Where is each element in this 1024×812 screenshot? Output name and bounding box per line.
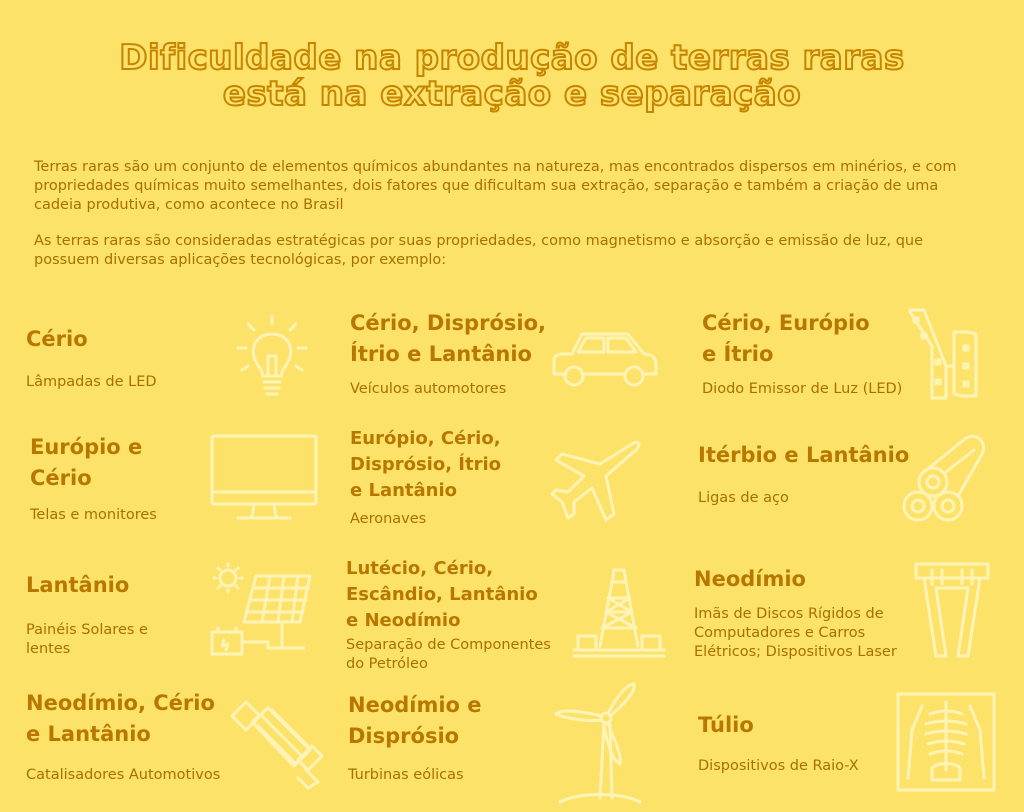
magnet-icon: [910, 560, 994, 660]
application: Separação de Componentes do Petróleo: [346, 637, 551, 672]
intro-paragraph-1: Terras raras são um conjunto de elementos químicos abundantes na natureza, mas encontrados dispersos em minérios, e com propriedades químicas muito semelhantes, dois fatores que dificultam sua extração, separação e também a criação de uma cadeia produtiva, como acontece no Brasil: [34, 159, 957, 213]
element-name: Túlio: [698, 713, 754, 737]
element-name: Lutécio, Cério, Escândio, Lantânio e Neodímio: [346, 558, 538, 631]
item-steel-alloys: [698, 440, 918, 508]
xray-icon: [894, 690, 998, 794]
item-catalysts: [26, 688, 236, 785]
title-line-1: Dificuldade na produção de terras raras: [119, 38, 905, 78]
car-icon: [548, 324, 662, 394]
application: Imãs de Discos Rígidos de Computadores e Carros Elétricos; Dispositivos Laser: [694, 606, 897, 660]
catalytic-converter-icon: [228, 694, 326, 790]
item-magnets: [694, 564, 924, 662]
title-line-2: está na extração e separação: [222, 74, 802, 114]
element-name: Európio e Cério: [30, 435, 143, 490]
intro-paragraph-2: As terras raras são consideradas estratégicas por suas propriedades, como magnetismo e absorção e emissão de luz, que possuem diversas aplicações tecnológicas, por exemplo:: [34, 233, 924, 268]
element-name: Cério, Európio e Ítrio: [702, 311, 870, 366]
page-title: [0, 40, 1024, 112]
solar-panel-icon: [208, 562, 314, 662]
item-xray: [698, 710, 898, 776]
element-name: Cério: [26, 327, 88, 351]
application: Dispositivos de Raio-X: [698, 758, 859, 774]
application: Diodo Emissor de Luz (LED): [702, 381, 903, 397]
wind-turbine-icon: [550, 678, 646, 806]
steel-pipes-icon: [896, 430, 992, 526]
application: Ligas de aço: [698, 490, 789, 506]
item-aircraft: [350, 426, 550, 529]
application: Catalisadores Automotivos: [26, 767, 221, 783]
airplane-icon: [548, 436, 644, 526]
element-name: Cério, Disprósio, Ítrio e Lantânio: [350, 311, 546, 366]
item-wind-turbines: [348, 690, 548, 785]
item-screens: [30, 432, 210, 525]
application: Turbinas eólicas: [348, 767, 464, 783]
item-oil-separation: [346, 556, 566, 674]
oil-rig-icon: [570, 564, 668, 660]
monitor-icon: [208, 432, 320, 526]
item-led-diode: [702, 308, 912, 399]
item-vehicles: [350, 308, 560, 399]
application: Telas e monitores: [30, 507, 157, 523]
element-name: Lantânio: [26, 573, 130, 597]
element-name: Neodímio e Disprósio: [348, 693, 482, 748]
application: Painéis Solares e lentes: [26, 622, 148, 657]
item-cerio-led-lamp: [26, 324, 226, 392]
application: Veículos automotores: [350, 381, 507, 397]
item-solar-panels: [26, 570, 206, 659]
element-name: Neodímio: [694, 567, 806, 591]
application: Aeronaves: [350, 511, 427, 527]
application: Lâmpadas de LED: [26, 374, 157, 390]
element-name: Itérbio e Lantânio: [698, 443, 910, 467]
element-name: Európio, Cério, Disprósio, Ítrio e Lantânio: [350, 428, 502, 501]
lightbulb-icon: [234, 312, 310, 402]
element-name: Neodímio, Cério e Lantânio: [26, 691, 215, 746]
led-strip-icon: [906, 306, 980, 402]
